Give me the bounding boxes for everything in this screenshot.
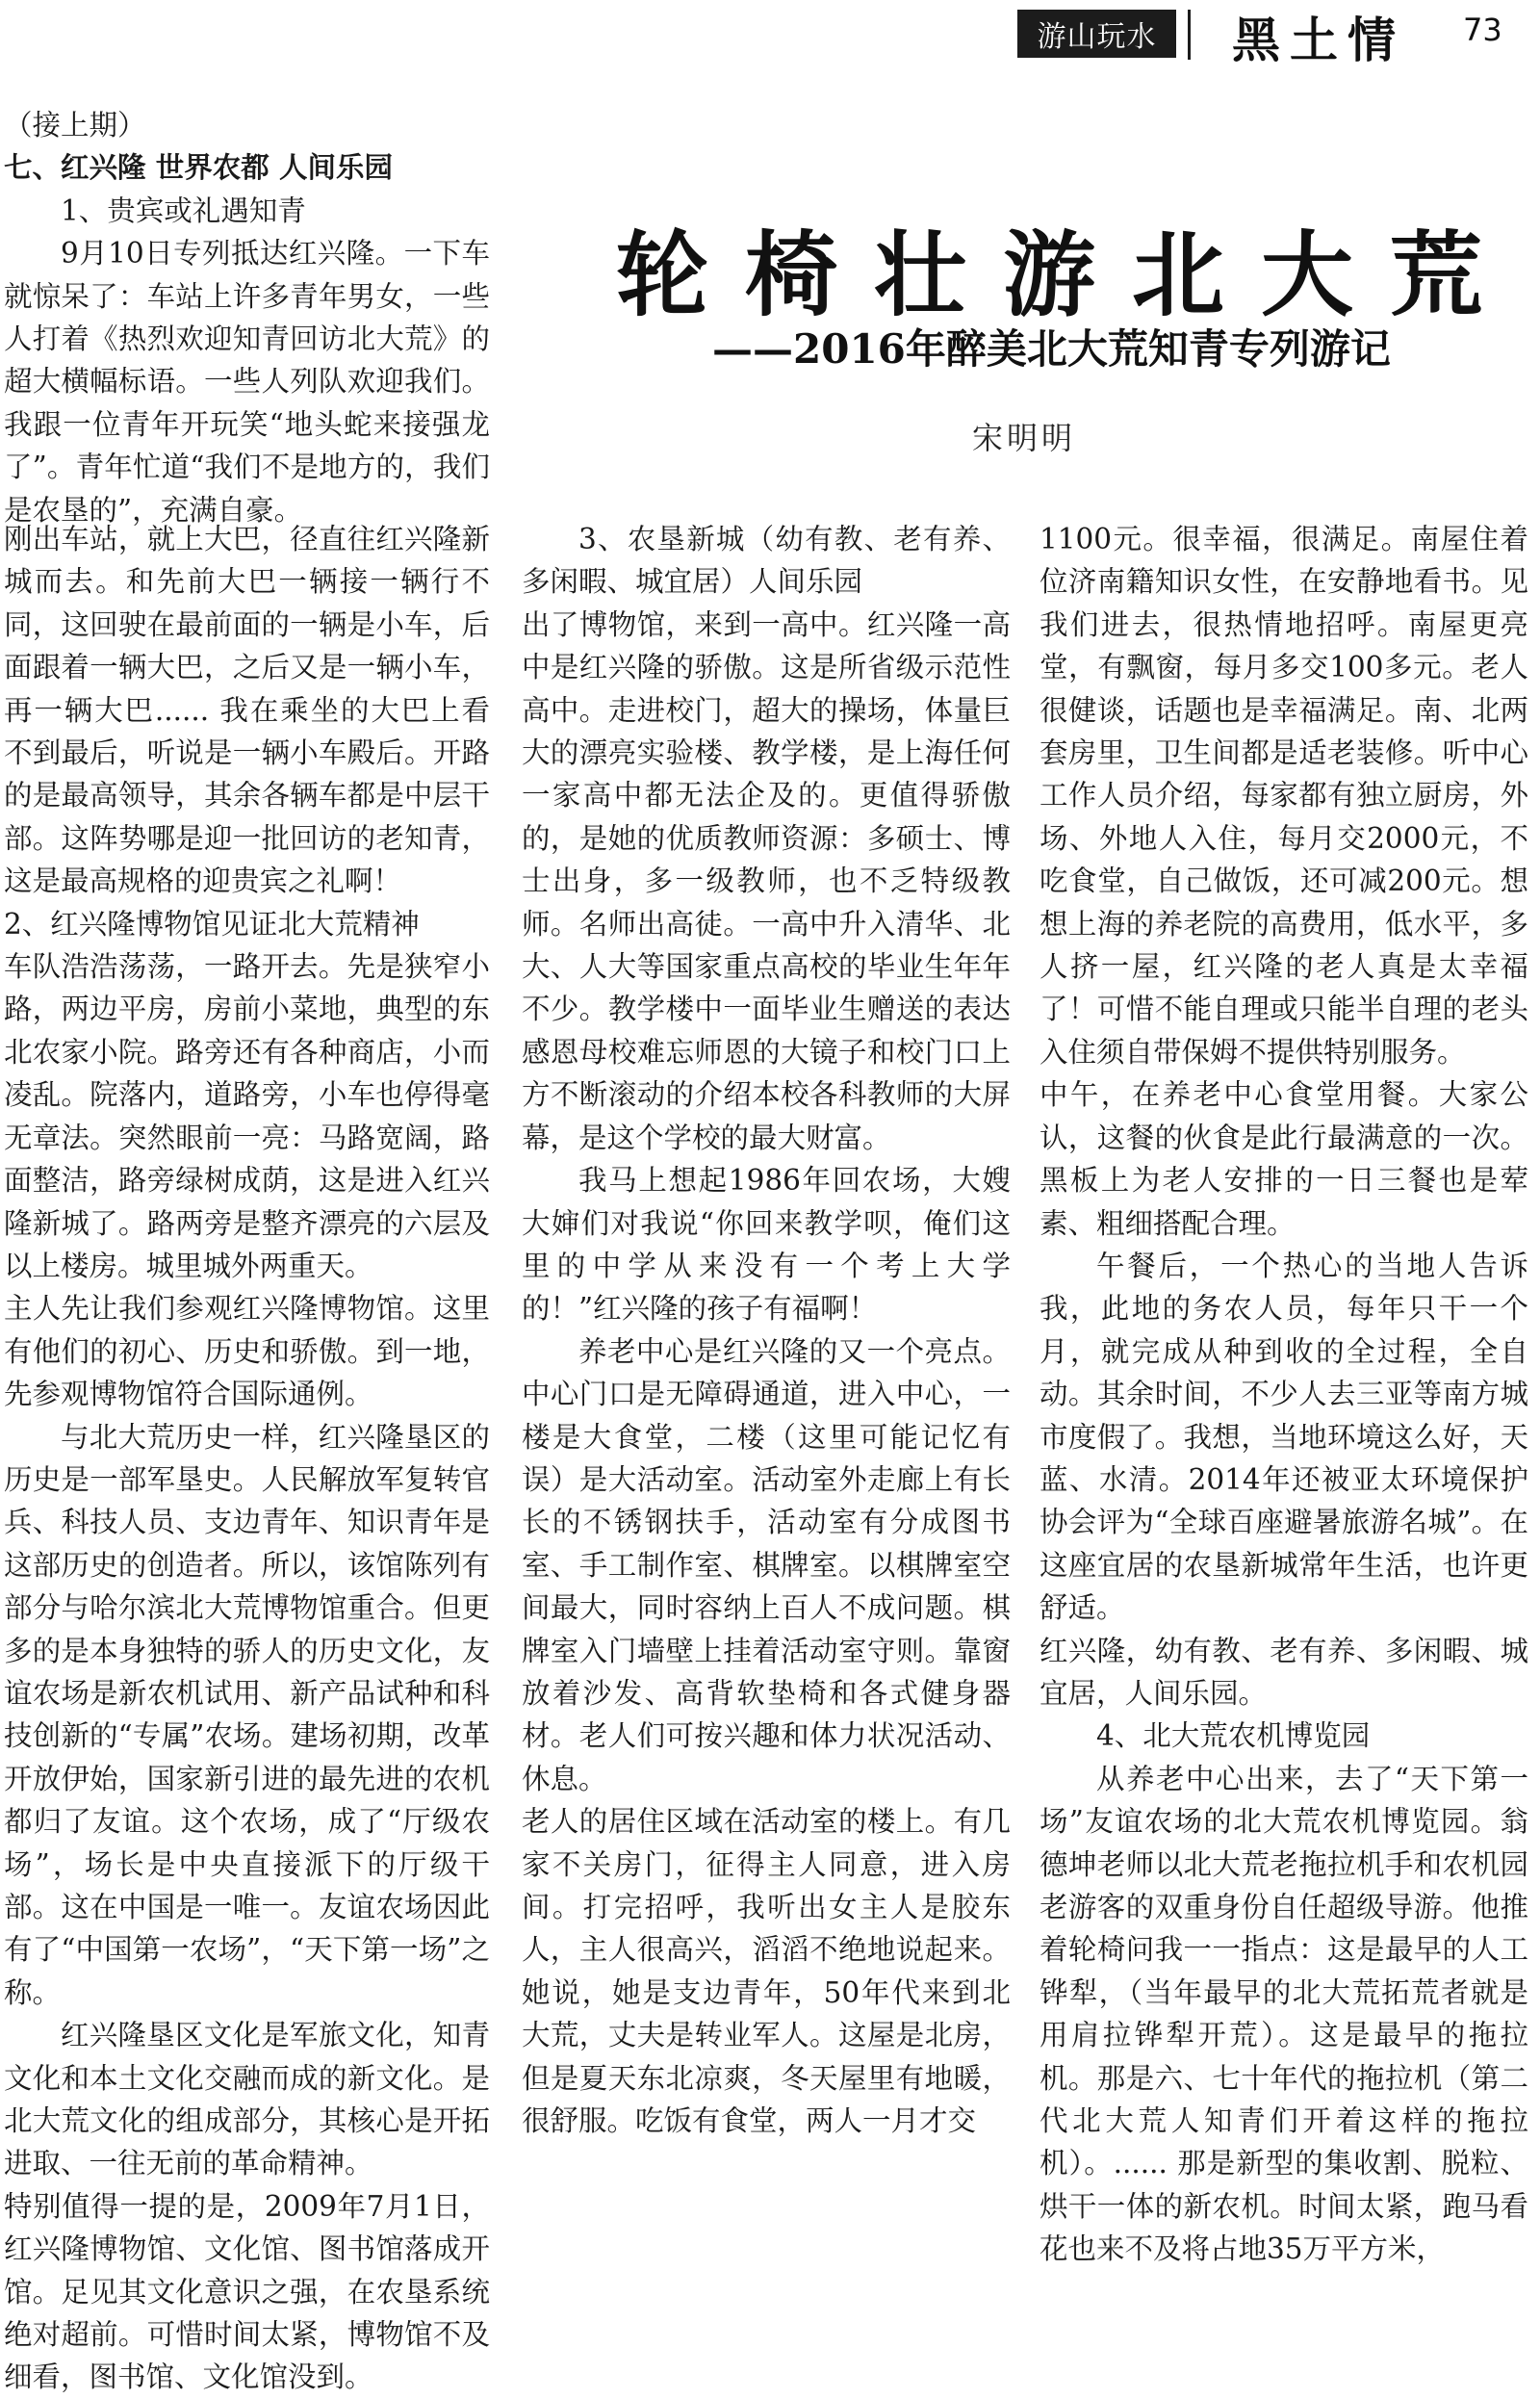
- paragraph: 老人的居住区域在活动室的楼上。有几家不关房门，征得主人同意，进入房间。打完招呼，我听出女主人是胶东人，主人很高兴，滔滔不绝地说起来。她说，她是支边青年，50年代来到北大荒，丈夫是转业军人。这屋是北房，但是夏天东北凉爽，冬天屋里有地暖，很舒服。吃饭有食堂，两人一月才交: [522, 1805, 1011, 2138]
- paragraph: 1100元。很幸福，很满足。南屋住着位济南籍知识女性，在安静地看书。见我们进去，很热情地招呼。南屋更亮堂，有飘窗，每月多交100多元。老人很健谈，话题也是幸福满足。南、北两套房里，卫生间都是适老装修。听中心工作人员介绍，每家都有独立厨房，外场、外地人入住，每月交2000元，不吃食堂，自己做饭，还可减200元。想想上海的养老院的高费用，低水平，多人挤一屋，红兴隆的老人真是太幸福了！可惜不能自理或只能半自理的老头入住须自带保姆不提供特别服务。: [1040, 523, 1528, 1069]
- paragraph: 刚出车站，就上大巴，径直往红兴隆新城而去。和先前大巴一辆接一辆行不同，这回驶在最前面的一辆是小车，后面跟着一辆大巴，之后又是一辆小车，再一辆大巴...... 我在乘坐的大巴上看不到最后，听说是一辆小车殿后。开路的是最高领导，其余各辆车都是中层干部。这阵势哪是迎一批回访的老知青，这是最高规格的迎贵宾之礼啊！: [4, 523, 490, 898]
- paragraph: 车队浩浩荡荡，一路开去。先是狭窄小路，两边平房，房前小菜地，典型的东北农家小院。路旁还有各种商店，小而凌乱。院落内，道路旁，小车也停得毫无章法。突然眼前一亮：马路宽阔，路面整洁，路旁绿树成荫，这是进入红兴隆新城了。路两旁是整齐漂亮的六层及以上楼房。城里城外两重天。: [4, 950, 490, 1282]
- paragraph: 出了博物馆，来到一高中。红兴隆一高中是红兴隆的骄傲。这是所省级示范性高中。走进校门，超大的操场，体量巨大的漂亮实验楼、教学楼，是上海任何一家高中都无法企及的。更值得骄傲的，是她的优质教师资源：多硕士、博士出身，多一级教师，也不乏特级教师。名师出高徒。一高中升入清华、北大、人大等国家重点高校的毕业生年年不少。教学楼中一面毕业生赠送的表达感恩母校难忘师恩的大镜子和校门口上方不断滚动的介绍本校各科教师的大屏幕，是这个学校的最大财富。: [522, 607, 1011, 1154]
- paragraph: 2、红兴隆博物馆见证北大荒精神: [4, 907, 420, 941]
- column-1: [4, 518, 490, 2399]
- header-divider: [1188, 10, 1191, 60]
- paragraph: 从养老中心出来，去了“天下第一场”友谊农场的北大荒农机博览园。翁德坤老师以北大荒老拖拉机手和农机园老游客的双重身份自任超级导游。他推着轮椅问我一一指点：这是最早的人工铧犁，（当年最早的北大荒拓荒者就是用肩拉铧犁开荒）。这是最早的拖拉机。那是六、七十年代的拖拉机（第二代北大荒人知青们开着这样的拖拉机）。...... 那是新型的集收割、脱粒、烘干一体的新农机。时间太紧，跑马看花也来不及将占地35万平方米，: [1040, 1762, 1528, 2266]
- section-heading: 七、红兴隆 世界农都 人间乐园: [4, 150, 394, 185]
- column-3: [1040, 518, 1528, 2271]
- paragraph: 中午，在养老中心食堂用餐。大家公认，这餐的伙食是此行最满意的一次。黑板上为老人安排的一日三餐也是荤素、粗细搭配合理。: [1040, 1078, 1528, 1240]
- paragraph: 红兴隆垦区文化是军旅文化，知青文化和本土文化交融而成的新文化。是北大荒文化的组成部分，其核心是开拓进取、一往无前的革命精神。: [4, 2019, 490, 2180]
- paragraph: 我马上想起1986年回农场，大嫂大婶们对我说“你回来教学呗，俺们这里的中学从来没有一个考上大学的！”红兴隆的孩子有福啊！: [522, 1164, 1011, 1326]
- article-subtitle: ——2016年醉美北大荒知青专列游记: [712, 325, 1391, 373]
- section-tag: 游山玩水: [1017, 10, 1176, 58]
- magazine-logo: 黑土情: [1232, 12, 1405, 68]
- article-title: 轮椅壮游北大荒: [616, 220, 1519, 329]
- paragraph: 特别值得一提的是，2009年7月1日，红兴隆博物馆、文化馆、图书馆落成开馆。足见其文化意识之强，在农垦系统绝对超前。可惜时间太紧，博物馆不及细看，图书馆、文化馆没到。: [4, 2189, 490, 2394]
- column-2: [522, 518, 1011, 2142]
- paragraph: 9月10日专列抵达红兴隆。一下车就惊呆了：车站上许多青年男女，一些人打着《热烈欢迎知青回访北大荒》的超大横幅标语。一些人列队欢迎我们。我跟一位青年开玩笑“地头蛇来接强龙了”。青年忙道“我们不是地方的，我们是农垦的”，充满自豪。: [4, 237, 490, 527]
- page-number: 73: [1463, 12, 1502, 48]
- paragraph: 主人先让我们参观红兴隆博物馆。这里有他们的初心、历史和骄傲。到一地，先参观博物馆符合国际通例。: [4, 1292, 490, 1411]
- article-author: 宋明明: [972, 420, 1077, 456]
- paragraph: 养老中心是红兴隆的又一个亮点。中心门口是无障碍通道，进入中心，一楼是大食堂，二楼（这里可能记忆有误）是大活动室。活动室外走廊上有长长的不锈钢扶手，活动室有分成图书室、手工制作室、棋牌室。以棋牌室空间最大，同时容纳上百人不成问题。棋牌室入门墙壁上挂着活动室守则。靠窗放着沙发、高背软垫椅和各式健身器材。老人们可按兴趣和体力状况活动、休息。: [522, 1334, 1011, 1795]
- paragraph: 与北大荒历史一样，红兴隆垦区的历史是一部军垦史。人民解放军复转官兵、科技人员、支边青年、知识青年是这部历史的创造者。所以，该馆陈列有部分与哈尔滨北大荒博物馆重合。但更多的是本身独特的骄人的历史文化，友谊农场是新农机试用、新产品试种和科技创新的“专属”农场。建场初期，改革开放伊始，国家新引进的最先进的农机都归了友谊。这个农场，成了“厅级农场”，场长是中央直接派下的厅级干部。这在中国是一唯一。友谊农场因此有了“中国第一农场”，“天下第一场”之称。: [4, 1420, 490, 2009]
- paragraph: 3、农垦新城（幼有教、老有养、多闲暇、城宜居）人间乐园: [522, 523, 1011, 599]
- paragraph: 午餐后，一个热心的当地人告诉我，此地的务农人员，每年只干一个月，就完成从种到收的全过程，全自动。其余时间，不少人去三亚等南方城市度假了。我想，当地环境这么好，天蓝、水清。2014年还被亚太环境保护协会评为“全球百座避暑旅游名城”。在这座宜居的农垦新城常年生活，也许更舒适。: [1040, 1249, 1528, 1625]
- paragraph: 1、贵宾或礼遇知青: [61, 193, 306, 227]
- paragraph: （接上期）: [4, 109, 146, 142]
- paragraph: 4、北大荒农机博览园: [1096, 1719, 1371, 1753]
- paragraph: 红兴隆，幼有教、老有养、多闲暇、城宜居，人间乐园。: [1040, 1634, 1528, 1710]
- column-1-top: [4, 104, 490, 531]
